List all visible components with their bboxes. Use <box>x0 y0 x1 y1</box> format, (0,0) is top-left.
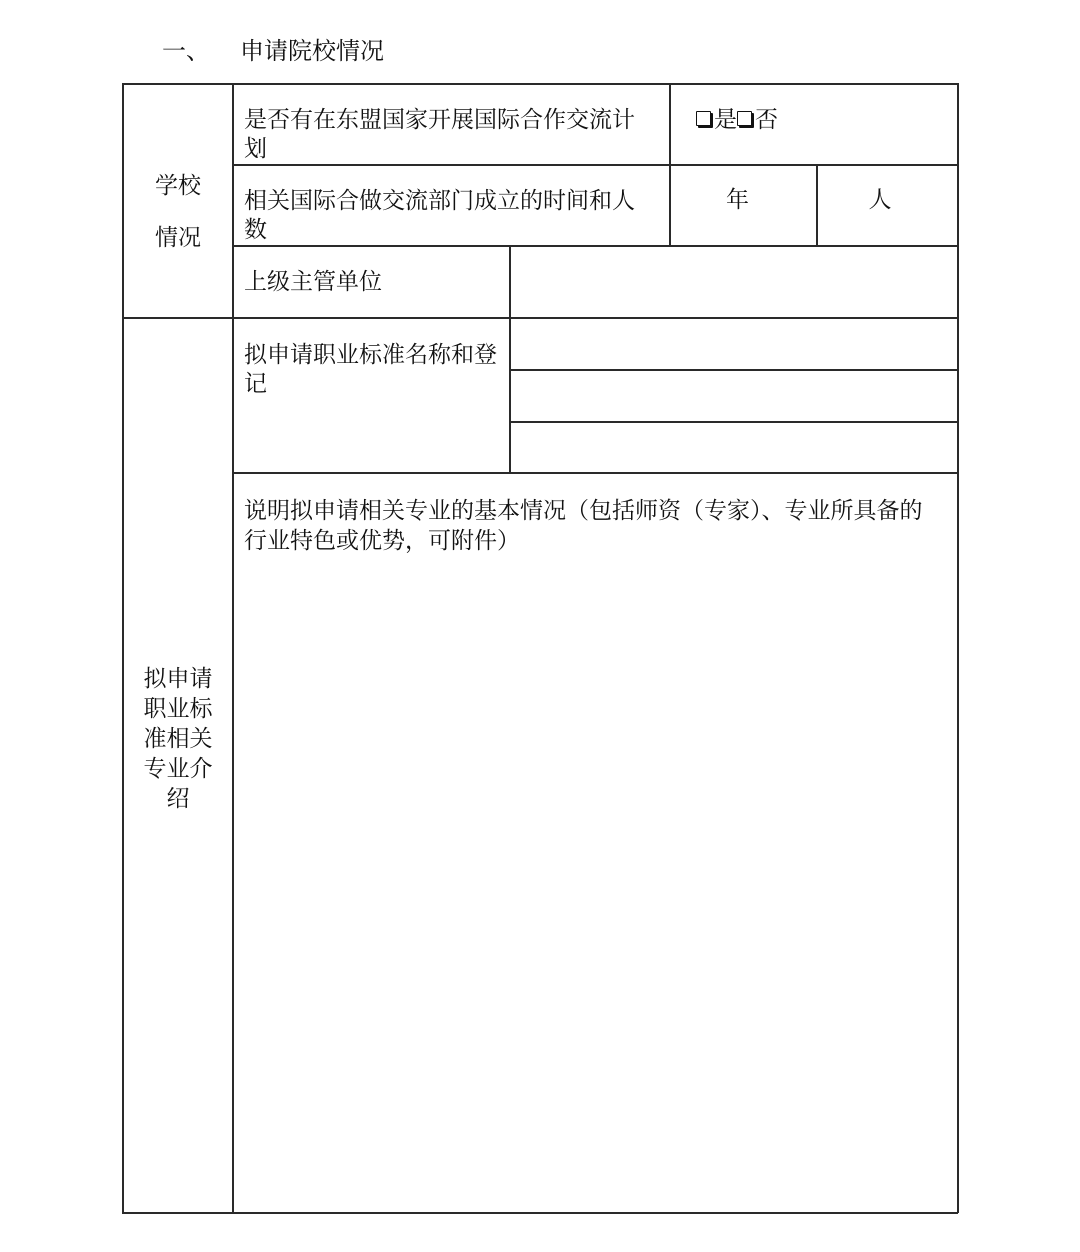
standard-name-field-1[interactable] <box>511 319 957 369</box>
section-heading <box>162 34 384 68</box>
table-border-bottom <box>122 1212 958 1214</box>
major-intro-field[interactable] <box>234 560 957 1212</box>
asean-plan-label: 是否有在东盟国家开展国际合作交流计划 <box>244 107 635 162</box>
row-divider <box>232 472 958 474</box>
section-title: 申请院校情况 <box>240 37 384 65</box>
dept-established-label: 相关国际合做交流部门成立的时间和人数 <box>244 188 635 243</box>
school-group-label <box>123 160 233 264</box>
dept-year-field[interactable] <box>671 166 816 245</box>
checkbox-yes-icon[interactable] <box>696 111 711 126</box>
people-unit-label: 人 <box>868 187 892 213</box>
school-group-label-line1: 学校 <box>155 173 201 199</box>
standard-name-field-3[interactable] <box>511 423 957 472</box>
major-intro-label: 说明拟申请相关专业的基本情况（包括师资（专家）、专业所具备的行业特色或优势，可附件） <box>244 498 923 554</box>
standard-name-field-2[interactable] <box>511 371 957 421</box>
supervisor-label: 上级主管单位 <box>244 269 382 295</box>
section-number: 一、 <box>162 37 210 65</box>
checkbox-no-icon[interactable] <box>737 111 752 126</box>
school-group-label-line2: 情况 <box>155 225 201 251</box>
option-yes[interactable] <box>696 107 737 133</box>
table-border-top <box>122 83 958 85</box>
option-no-label: 否 <box>755 107 778 133</box>
standards-group-label: 拟申请职业标准相关专业介绍 <box>143 666 213 812</box>
table-border-right <box>957 83 959 1213</box>
dept-people-field[interactable] <box>818 166 957 245</box>
option-yes-label: 是 <box>714 107 737 133</box>
option-no[interactable] <box>737 107 778 133</box>
standard-name-label: 拟申请职业标准名称和登记 <box>244 342 497 397</box>
supervisor-field[interactable] <box>511 247 957 317</box>
year-unit-label: 年 <box>726 187 749 213</box>
asean-plan-options <box>696 106 778 135</box>
